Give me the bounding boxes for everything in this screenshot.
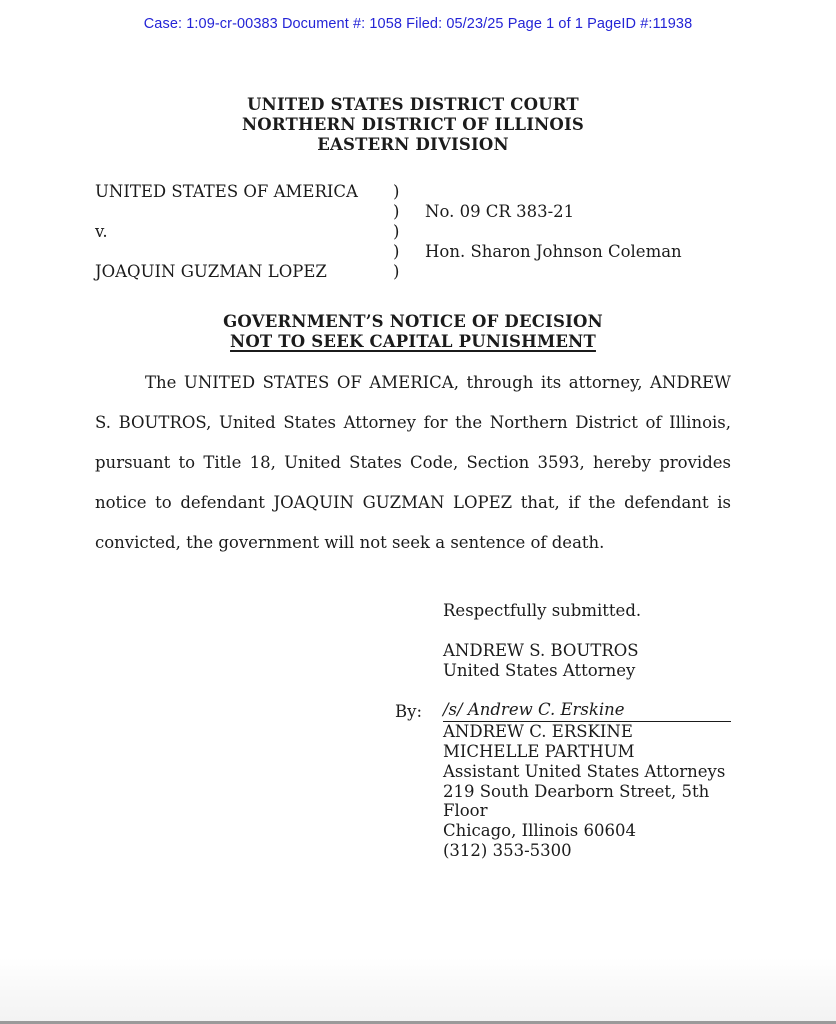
caption-defendant: JOAQUIN GUZMAN LOPEZ: [95, 262, 327, 282]
paren-glyph: ): [393, 182, 400, 202]
case-caption: [95, 182, 731, 282]
signature-text: /s/ Andrew C. Erskine: [443, 700, 731, 722]
address-line-2: Chicago, Illinois 60604: [443, 821, 636, 841]
document-title-line2: NOT TO SEEK CAPITAL PUNISHMENT: [230, 331, 596, 351]
case-header-stamp: Case: 1:09-cr-00383 Document #: 1058 Filed: 05/23/25 Page 1 of 1 PageID #:11938: [143, 16, 693, 32]
us-attorney-block: [443, 641, 731, 681]
caption-blank: [95, 242, 393, 262]
phone-number: (312) 353-5300: [443, 840, 572, 860]
us-attorney-name: ANDREW S. BOUTROS: [443, 640, 639, 660]
caption-plaintiff: UNITED STATES OF AMERICA: [95, 182, 358, 202]
signer-details: [443, 722, 731, 861]
document-title: [95, 312, 731, 351]
signer-name-2: MICHELLE PARTHUM: [443, 741, 635, 761]
page-bottom-shade: [0, 958, 836, 1024]
caption-parties: [95, 182, 393, 282]
caption-court-info: [425, 182, 731, 282]
caption-blank: [425, 222, 731, 242]
court-heading-line1: UNITED STATES DISTRICT COURT: [247, 95, 579, 114]
signers-title: Assistant United States Attorneys: [443, 761, 726, 781]
court-heading-line3: EASTERN DIVISION: [317, 134, 509, 154]
court-heading: [95, 95, 731, 154]
by-label: By:: [395, 702, 423, 722]
us-attorney-title: United States Attorney: [443, 660, 636, 680]
caption-blank: [95, 202, 393, 222]
paren-glyph: ): [393, 262, 400, 282]
body-paragraph: The UNITED STATES OF AMERICA, through its attorney, ANDREW S. BOUTROS, United States Attorney for the Northern District of Illinois, pursuant to Title 18, United States Code, Section 3593, hereby provides notice to defendant JOAQUIN GUZMAN LOPEZ that, if the defendant is convicted, the government will not seek a sentence of death.: [95, 373, 731, 552]
caption-blank: [425, 182, 731, 202]
judge-name: Hon. Sharon Johnson Coleman: [425, 242, 682, 262]
document-content: [0, 95, 836, 861]
closing-line: Respectfully submitted.: [443, 601, 642, 621]
signer-name-1: ANDREW C. ERSKINE: [443, 722, 633, 742]
paren-glyph: ): [393, 202, 400, 222]
caption-blank: [425, 262, 731, 282]
paren-glyph: ): [393, 222, 400, 242]
caption-paren-column: [393, 182, 425, 282]
document-title-line1: GOVERNMENT’S NOTICE OF DECISION: [223, 312, 603, 332]
address-line-1: 219 South Dearborn Street, 5th Floor: [443, 781, 710, 821]
caption-versus: v.: [95, 222, 108, 242]
signature-block: [95, 601, 731, 860]
court-heading-line2: NORTHERN DISTRICT OF ILLINOIS: [241, 114, 585, 134]
paren-glyph: ): [393, 242, 400, 262]
case-number: No. 09 CR 383-21: [425, 202, 575, 222]
signature-by-row: [395, 700, 731, 722]
